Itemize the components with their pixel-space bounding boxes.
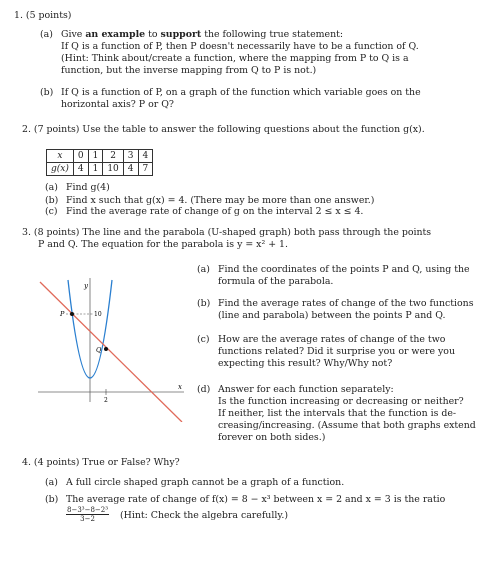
q1-a-line4: function, but the inverse mapping from Q to P is not.) <box>61 65 317 76</box>
q4-b-label: (b) <box>45 494 59 505</box>
q4-b-text: The average rate of change of f(x) = 8 − x³ between x = 2 and x = 3 is the ratio <box>66 494 446 505</box>
q2-b-label: (b) <box>45 195 59 206</box>
q3-part-a <box>197 264 479 288</box>
q2-a-text: Find g(4) <box>66 182 110 193</box>
q3-b-label: (b) <box>197 298 211 309</box>
q2-part-a <box>45 182 110 194</box>
table-cell: 1 <box>88 150 103 163</box>
q3-c-line1: How are the average rates of change of the two <box>218 334 446 345</box>
q4-a-label: (a) <box>45 477 58 488</box>
x-axis-label: x <box>178 383 182 391</box>
point-q-label: Q <box>96 346 102 354</box>
table-cell: g(x) <box>47 163 74 176</box>
q1-b-line2: horizontal axis? P or Q? <box>61 99 174 110</box>
q3-graph <box>38 272 186 422</box>
q2-a-label: (a) <box>45 182 58 193</box>
table-cell: 0 <box>73 150 88 163</box>
q4-fraction <box>66 506 109 523</box>
q3-a-line2: formula of the parabola. <box>218 276 334 287</box>
q3-b-line1: Find the average rates of change of the two functions <box>218 298 474 309</box>
q3-d-line2: Is the function increasing or decreasing or neither? <box>218 396 464 407</box>
q1-part-a <box>40 29 480 77</box>
table-cell: 7 <box>138 163 153 176</box>
q3-c-label: (c) <box>197 334 210 345</box>
q3-b-line2: (line and parabola) between the points P and Q. <box>218 310 446 321</box>
q3-c-line3: expecting this result? Why/Why not? <box>218 358 393 369</box>
q2-c-text: Find the average rate of change of g on the interval 2 ≤ x ≤ 4. <box>66 206 364 217</box>
point-q-marker <box>104 347 108 351</box>
q3-d-line5: forever on both sides.) <box>218 432 326 443</box>
q4-part-b <box>45 494 485 506</box>
q4-a-text: A full circle shaped graph cannot be a graph of a function. <box>66 477 345 488</box>
q3-d-line3: If neither, list the intervals that the function is de- <box>218 408 457 419</box>
q3-part-b <box>197 298 479 322</box>
q1-a-label: (a) <box>40 29 53 40</box>
q2-header: 2. (7 points) Use the table to answer the following questions about the function g(x). <box>22 124 425 135</box>
table-cell: 3 <box>123 150 138 163</box>
table-cell: x <box>47 150 74 163</box>
q3-header-line2: P and Q. The equation for the parabola is y = x² + 1. <box>38 239 288 250</box>
q3-d-label: (d) <box>197 384 211 395</box>
q3-a-label: (a) <box>197 264 210 275</box>
q4-header: 4. (4 points) True or False? Why? <box>22 457 180 468</box>
q3-c-line2: functions related? Did it surprise you or were you <box>218 346 455 357</box>
q2-b-text: Find x such that g(x) = 4. (There may be more than one answer.) <box>66 195 375 206</box>
q1-a-line2: If Q is a function of P, then P doesn't necessarily have to be a function of Q. <box>61 41 419 52</box>
q1-part-b <box>40 87 480 111</box>
g-table <box>46 149 153 176</box>
tick-10-label: 10 <box>94 311 102 318</box>
q1-b-label: (b) <box>40 87 54 98</box>
q4-hint: (Hint: Check the algebra carefully.) <box>120 510 289 521</box>
q3-a-line1: Find the coordinates of the points P and Q, using the <box>218 264 470 275</box>
line-graph <box>40 282 182 422</box>
q1-header: 1. (5 points) <box>14 10 72 21</box>
g-table-row-g <box>47 163 153 176</box>
q1-a-line1: Give an example to support the following true statement: <box>61 29 344 40</box>
q3-d-line4: creasing/increasing. (Assume that both graphs extend <box>218 420 476 431</box>
table-cell: 1 <box>88 163 103 176</box>
q3-header-line1: 3. (8 points) The line and the parabola (U-shaped graph) both pass through the points <box>22 227 432 238</box>
q3-d-line1: Answer for each function separately: <box>218 384 394 395</box>
table-cell: 4 <box>123 163 138 176</box>
table-cell: 2 <box>103 150 123 163</box>
tick-2-label: 2 <box>104 397 108 404</box>
g-table-row-x <box>47 150 153 163</box>
q2-c-label: (c) <box>45 206 58 217</box>
q2-part-c <box>45 206 363 218</box>
point-p-label: P <box>60 310 65 318</box>
table-cell: 4 <box>138 150 153 163</box>
q1-a-line3: (Hint: Think about/create a function, where the mapping from P to Q is a <box>61 53 409 64</box>
q4-part-a <box>45 477 344 489</box>
q3-part-d <box>197 384 479 444</box>
fraction-numerator: 8−3³−8−2³ <box>67 506 109 514</box>
fraction-denominator: 3−2 <box>80 515 95 523</box>
point-p-marker <box>70 312 74 316</box>
table-cell: 4 <box>73 163 88 176</box>
q3-part-c <box>197 334 479 370</box>
q1-b-line1: If Q is a function of P, on a graph of the function which variable goes on the <box>61 87 421 98</box>
y-axis-label: y <box>84 282 88 290</box>
q3-header <box>22 227 482 251</box>
table-cell: 10 <box>103 163 123 176</box>
